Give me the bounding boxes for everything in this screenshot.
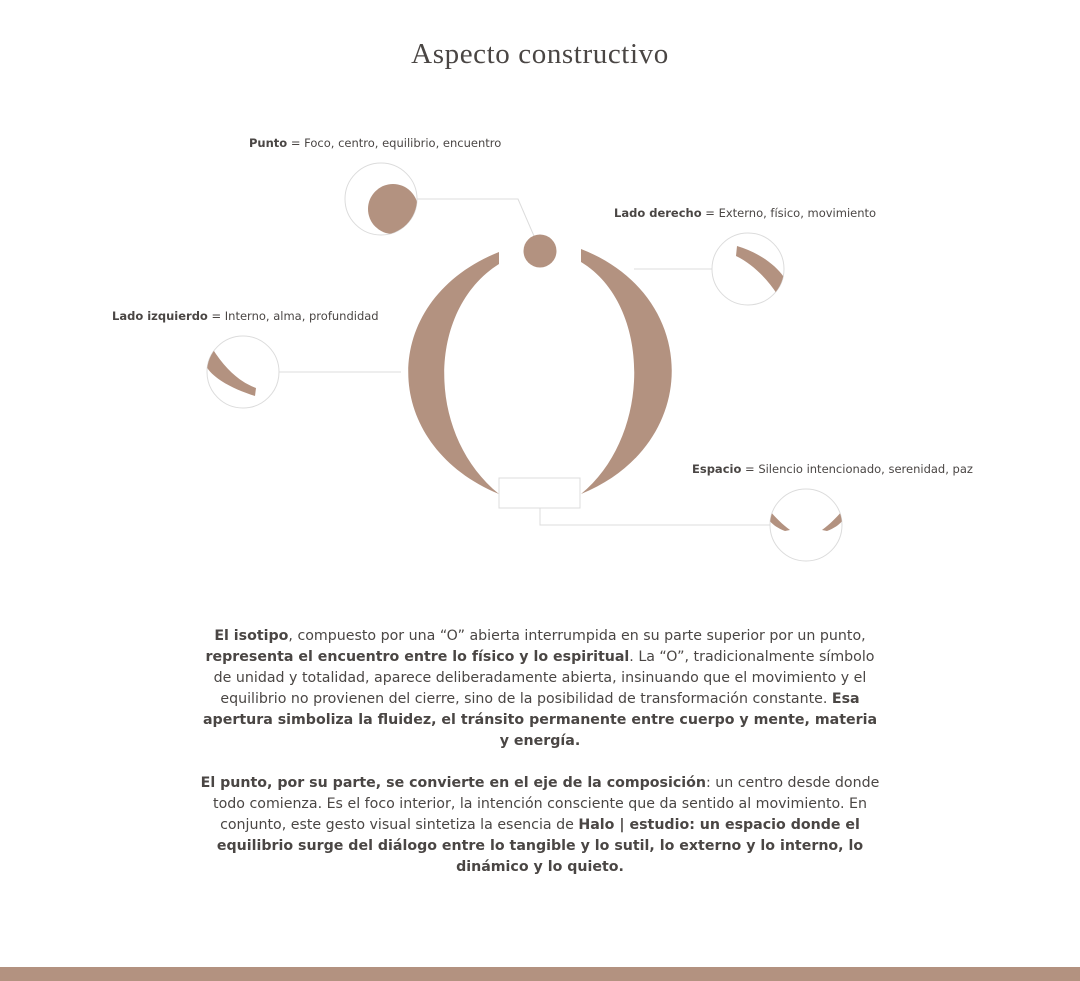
connector-espacio [540,508,770,525]
text-segment: Halo | estudio: un espacio donde el equilibrio surge del diálogo entre lo tangible y lo sutil, lo externo y lo interno, lo dinámico y lo quieto. [216,817,864,875]
label-espacio: Espacio = Silencio intencionado, serenidad, paz [692,462,973,476]
text-segment: . La “O”, tradicionalmente símbolo de unidad y totalidad, aparece deliberadamente abierta, insinuando que el movimiento y el equilibrio no provienen del cierre, sino de la posibilidad de transformación constante. [213,649,875,707]
text-segment: : un centro desde donde todo comienza. Es el foco interior, la intención consciente que da sentido al movimiento. En conjunto, este gesto visual sintetiza la esencia de [213,775,880,833]
paragraph-punto [200,773,880,878]
label-lado-derecho: Lado derecho = Externo, físico, movimiento [614,206,877,220]
detail-espacio [769,489,843,561]
text-segment: representa el encuentro entre lo físico y lo espiritual [205,649,630,665]
isotype-dot [524,235,557,268]
description-text [200,626,880,899]
text-segment: Esa apertura simboliza la fluidez, el tránsito permanente entre cuerpo y mente, materia y energía. [202,691,878,749]
text-segment: El punto, por su parte, se convierte en el eje de la composición [200,775,706,791]
dot-detail-shape [368,184,418,234]
connector-punto [417,199,534,236]
detail-izquierdo [206,336,279,408]
text-segment: El isotipo [214,628,289,644]
espacio-marker [499,478,580,508]
isotype-right-arc [581,249,672,494]
label-lado-izquierdo: Lado izquierdo = Interno, alma, profundidad [112,309,379,323]
isotype-left-arc [408,252,499,494]
label-punto: Punto = Foco, centro, equilibrio, encuentro [249,136,502,150]
isotype-logo [408,235,672,495]
page-title: Aspecto constructivo [411,38,669,70]
detail-punto [345,163,418,235]
text-segment: , compuesto por una “O” abierta interrumpida en su parte superior por un punto, [288,628,866,644]
footer-bar [0,967,1080,981]
detail-derecho [712,233,787,305]
paragraph-isotipo [200,626,880,752]
